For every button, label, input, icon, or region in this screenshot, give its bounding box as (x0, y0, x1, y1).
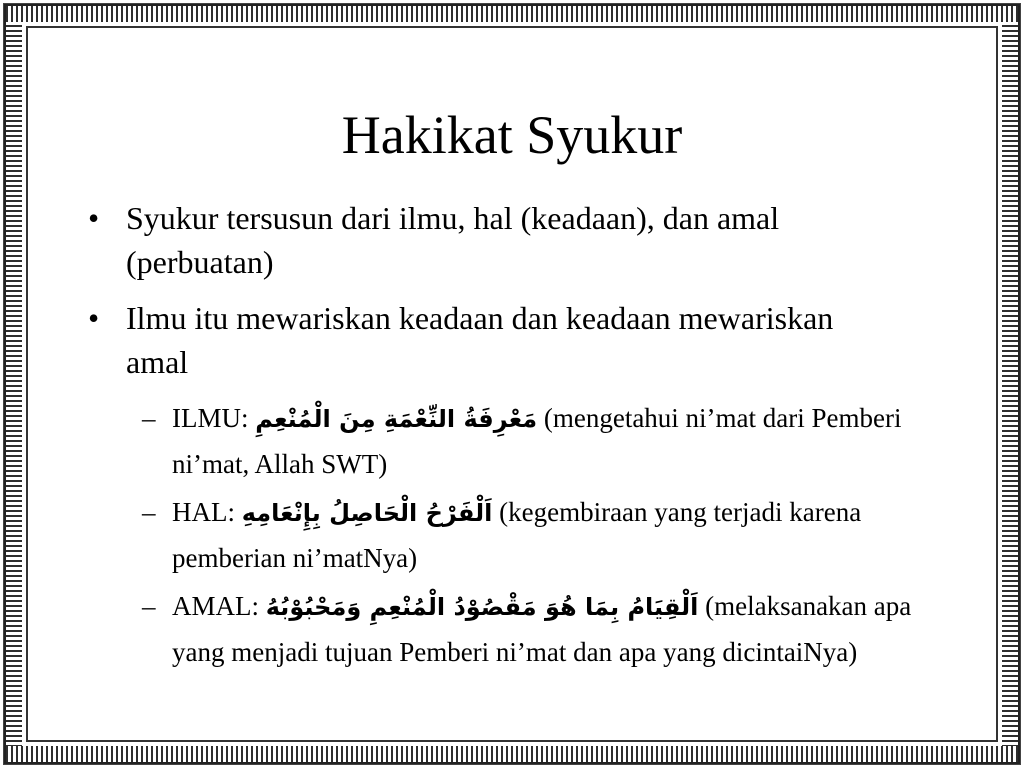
sub-item-text: (kegembiraan yang terjadi karena pemberian ni’matNya) (172, 497, 862, 573)
sub-item-text: (mengetahui ni’mat dari Pemberi ni’mat, Allah SWT) (172, 403, 902, 479)
bullet-text: Ilmu itu mewariskan keadaan dan keadaan mewariskan amal (126, 300, 834, 380)
sub-item-ilmu (142, 396, 942, 487)
sub-item-text: (melaksanakan apa yang menjadi tujuan Pemberi ni’mat dan apa yang dicintaiNya) (172, 591, 912, 667)
dash-marker: – (142, 403, 156, 433)
bullet-marker: • (88, 300, 100, 336)
arabic-phrase: اَلْفَرْحُ الْحَاصِلُ بِإِنْعَامِهِ (241, 499, 493, 527)
sub-item-label: HAL: (172, 497, 235, 527)
bullet-marker: • (88, 200, 100, 236)
bullet-text: Syukur tersusun dari ilmu, hal (keadaan), dan amal (perbuatan) (126, 200, 780, 280)
dash-marker: – (142, 591, 156, 621)
sub-item-label: ILMU: (172, 403, 249, 433)
sub-item-amal (142, 584, 942, 675)
sub-item-hal (142, 490, 942, 581)
sub-item-label: AMAL: (172, 591, 259, 621)
arabic-phrase: اَلْقِيَامُ بِمَا هُوَ مَقْصُوْدُ الْمُنْعِمِ وَمَحْبُوْبُهُ (265, 593, 699, 621)
dash-marker: – (142, 497, 156, 527)
slide-content (88, 196, 948, 678)
bullet-item (88, 296, 866, 384)
slide-title: Hakikat Syukur (341, 105, 683, 165)
arabic-phrase: مَعْرِفَةُ النِّعْمَةِ مِنَ الْمُنْعِمِ (255, 405, 538, 433)
bullet-item (88, 196, 866, 284)
